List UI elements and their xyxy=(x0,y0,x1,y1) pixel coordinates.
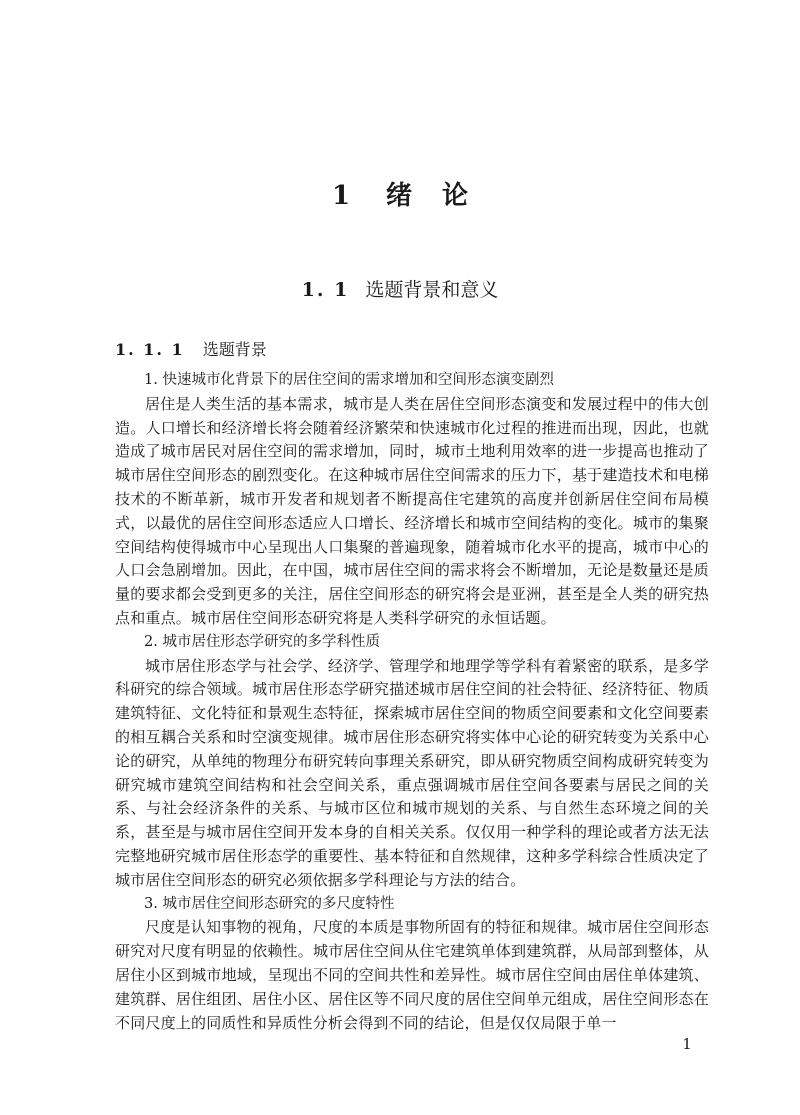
numbered-heading-2: 2. 城市居住形态学研究的多学科性质 xyxy=(144,633,380,650)
chapter-title xyxy=(0,178,800,214)
subsection-heading xyxy=(115,338,267,362)
chapter-title-char-1: 绪 xyxy=(386,181,413,211)
section-heading xyxy=(0,276,800,304)
subsection-number: 1. 1. 1 xyxy=(115,340,185,359)
paragraph-2: 城市居住形态学与社会学、经济学、管理学和地理学等学科有着紧密的联系，是多学科研究的综合领域。城市居住形态学研究描述城市居住空间的社会特征、经济特征、物质建筑特征、文化特征和景观生态特征，探索城市居住空间的物质空间要素和文化空间要素的相互耦合关系和时空演变规律。城市居住形态研究将实体中心论的研究转变为关系中心论的研究，从单纯的物理分布研究转向事理关系研究，即从研究物质空间构成研究转变为研究城市建筑空间结构和社会空间关系，重点强调城市居住空间各要素与居民之间的关系、与社会经济条件的关系、与城市区位和城市规划的关系、与自然生态环境之间的关系，甚至是与城市居住空间开发本身的自相关关系。仅仅用一种学科的理论或者方法无法完整地研究城市居住形态学的重要性、基本特征和自然规律，这种多学科综合性质决定了城市居住空间形态的研究必须依据多学科理论与方法的结合。 xyxy=(115,656,709,889)
chapter-number: 1 xyxy=(331,181,351,211)
section-title: 选题背景和意义 xyxy=(365,279,499,301)
paragraph-1: 居住是人类生活的基本需求，城市是人类在居住空间形态演变和发展过程中的伟大创造。人口增长和经济增长将会随着经济繁荣和快速城市化过程的推进而出现，因此，也就造成了城市居民对居住空间的需求增加，同时，城市土地利用效率的进一步提高也推动了城市居住空间形态的剧烈变化。在这种城市居住空间需求的压力下，基于建造技术和电梯技术的不断革新，城市开发者和规划者不断提高住宅建筑的高度并创新居住空间布局模式，以最优的居住空间形态适应人口增长、经济增长和城市空间结构的变化。城市的集聚空间结构使得城市中心呈现出人口集聚的普遍现象，随着城市化水平的提高，城市中心的人口会急剧增加。因此，在中国，城市居住空间的需求将会不断增加，无论是数量还是质量的要求都会受到更多的关注，居住空间形态的研究将会是亚洲，甚至是全人类的研究热点和重点。城市居住空间形态研究将是人类科学研究的永恒话题。 xyxy=(115,394,709,627)
paragraph-3: 尺度是认知事物的视角，尺度的本质是事物所固有的特征和规律。城市居住空间形态研究对尺度有明显的依赖性。城市居住空间从住宅建筑单体到建筑群，从局部到整体，从居住小区到城市地域，呈现出不同的空间共性和差异性。城市居住空间由居住单体建筑、建筑群、居住组团、居住小区、居住区等不同尺度的居住空间单元组成，居住空间形态在不同尺度上的同质性和异质性分析会得到不同的结论，但是仅仅局限于单一 xyxy=(115,918,709,1032)
section-number: 1. 1 xyxy=(301,279,350,301)
page-number: 1 xyxy=(682,1035,692,1053)
numbered-heading-1: 1. 快速城市化背景下的居住空间的需求增加和空间形态演变剧烈 xyxy=(144,372,554,388)
body-text xyxy=(115,369,709,1035)
chapter-title-char-2: 论 xyxy=(442,181,469,211)
numbered-heading-3: 3. 城市居住空间形态研究的多尺度特性 xyxy=(144,895,395,912)
subsection-title: 选题背景 xyxy=(202,340,267,359)
